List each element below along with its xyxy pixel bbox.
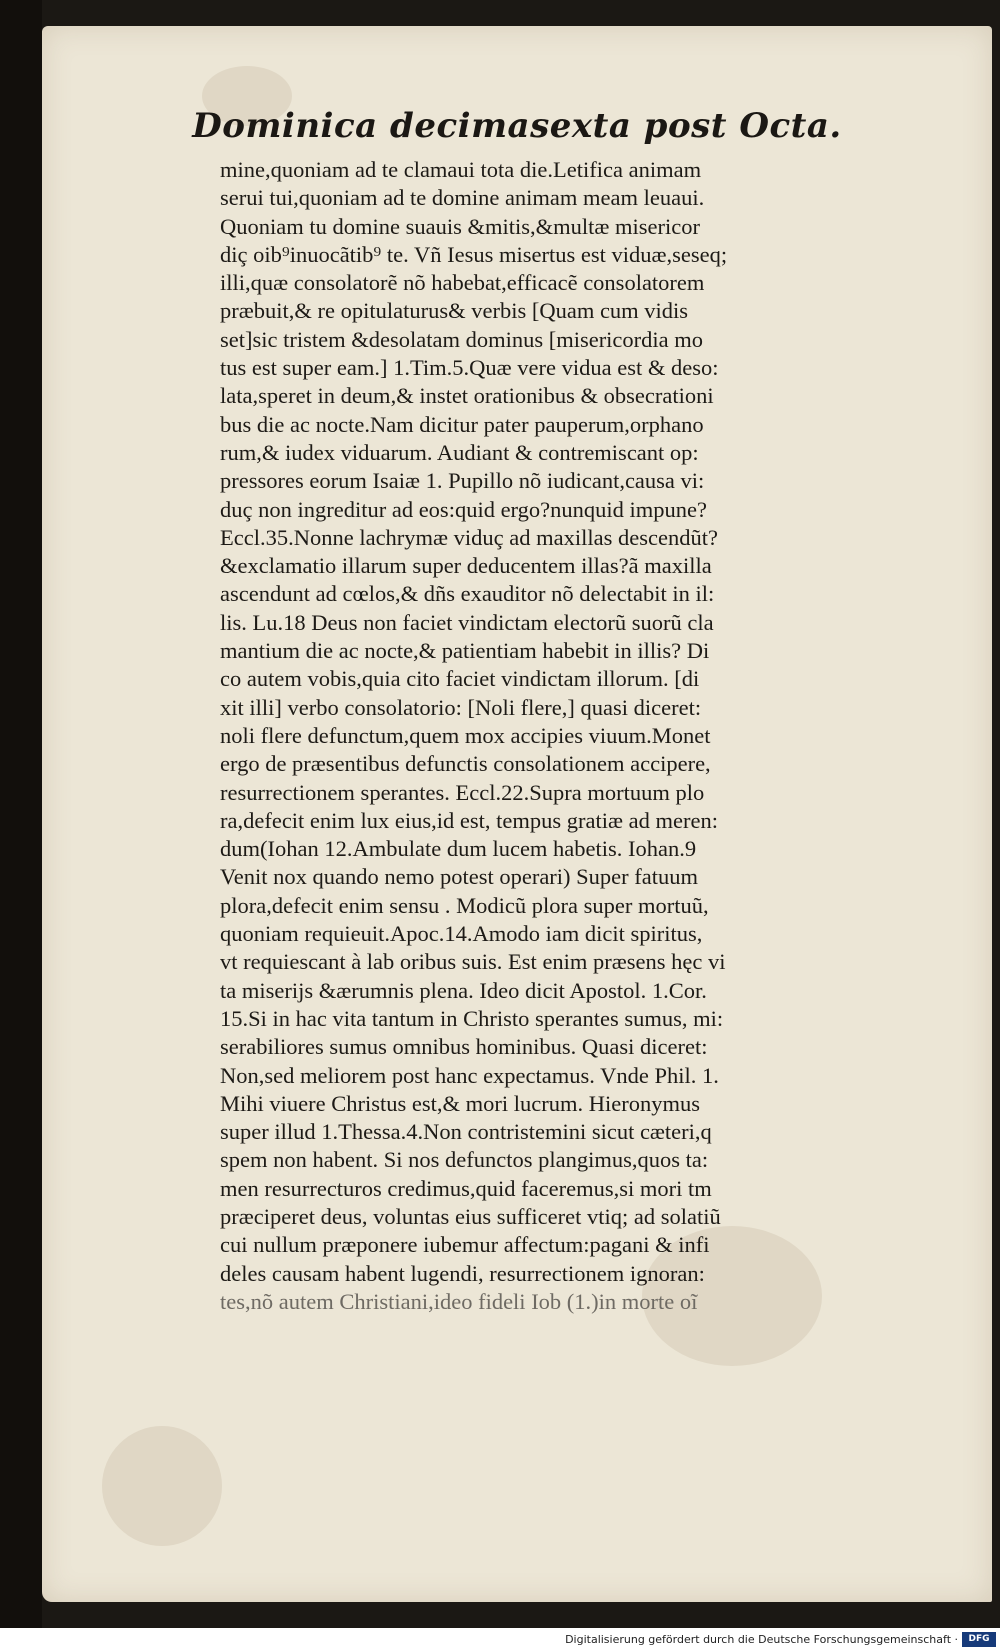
scan-background-edge: [0, 0, 42, 1651]
text-line: præbuit,& re opitulaturus& verbis [Quam cum vidis: [220, 298, 689, 324]
text-line: vt requiescant à lab oribus suis. Est enim præsens hęc vi: [220, 949, 726, 975]
funding-credit: Digitalisierung gefördert durch die Deutsche Forschungsgemeinschaft ·: [565, 1633, 958, 1646]
page-stain: [102, 1426, 222, 1546]
text-line: Mihi viuere Christus est,& mori lucrum. Hieronymus: [220, 1090, 700, 1116]
dfg-logo: DFG: [962, 1632, 996, 1647]
text-line: deles causam habent lugendi, resurrectionem ignoran:: [220, 1260, 705, 1286]
text-line: ergo de præsentibus defunctis consolationem accipere,: [220, 751, 711, 777]
text-line: lata,speret in deum,& instet orationibus & obsecrationi: [220, 383, 714, 409]
text-line: tus est super eam.] 1.Tim.5.Quæ vere vidua est & deso:: [220, 355, 719, 381]
digitization-footer: [0, 1628, 1000, 1651]
running-header: Dominica decimasexta post Octa.: [192, 106, 842, 146]
text-line: serabiliores sumus omnibus hominibus. Quasi diceret:: [220, 1034, 708, 1060]
text-line: Venit nox quando nemo potest operari) Super fatuum: [220, 864, 699, 890]
text-line: ra,defecit enim lux eius,id est, tempus gratiæ ad meren:: [220, 807, 718, 833]
text-line: pressores eorum Isaiæ 1. Pupillo nõ iudicant,causa vi:: [220, 468, 705, 494]
book-page: [42, 26, 992, 1602]
text-line: rum,& iudex viduarum. Audiant & contremiscant op:: [220, 439, 699, 465]
text-line: Eccl.35.Nonne lachrymæ viduç ad maxillas descendũt?: [220, 524, 718, 550]
text-line: co autem vobis,quia cito faciet vindictam illorum. [di: [220, 666, 700, 692]
text-line: set]sic tristem &desolatam dominus [misericordia mo: [220, 326, 704, 352]
text-line: duç non ingreditur ad eos:quid ergo?nunquid impune?: [220, 496, 707, 522]
text-line: mine,quoniam ad te clamaui tota die.Letifica animam: [220, 157, 702, 182]
text-line: noli flere defunctum,quem mox accipies viuum.Monet: [220, 722, 711, 748]
text-line: præciperet deus, voluntas eius sufficeret vtiq; ad solatiũ: [220, 1203, 721, 1229]
text-line: tes,nõ autem Christiani,ideo fideli Iob (1.)in morte oĩ: [220, 1288, 698, 1314]
text-line: super illud 1.Thessa.4.Non contristemini sicut cæteri,q: [220, 1119, 712, 1145]
text-line: men resurrecturos credimus,quid faceremus,si mori tm: [220, 1175, 712, 1201]
text-line: &exclamatio illarum super deducentem illas?ã maxilla: [220, 553, 712, 579]
text-line: Quoniam tu domine suauis &mitis,&multæ misericor: [220, 213, 700, 239]
text-line: Non,sed meliorem post hanc expectamus. Vnde Phil. 1.: [220, 1062, 719, 1088]
text-line: lis. Lu.18 Deus non faciet vindictam electorũ suorũ cla: [220, 609, 714, 635]
text-line: quoniam requieuit.Apoc.14.Amodo iam dicit spiritus,: [220, 921, 703, 947]
text-line: bus die ac nocte.Nam dicitur pater pauperum,orphano: [220, 411, 704, 437]
text-line: 15.Si in hac vita tantum in Christo sperantes sumus, mi:: [220, 1005, 724, 1031]
text-line: diç oib⁹inuocãtib⁹ te. Vñ Iesus misertus est viduæ,seseq;: [220, 241, 728, 267]
text-line: plora,defecit enim sensu . Modicũ plora super mortuũ,: [220, 892, 709, 918]
body-text: [220, 156, 940, 1316]
text-line: cui nullum præponere iubemur affectum:pagani & infi: [220, 1232, 710, 1258]
text-line: spem non habent. Si nos defunctos plangimus,quos ta:: [220, 1147, 709, 1173]
text-line: ascendunt ad cœlos,& dñs exauditor nõ delectabit in il:: [220, 581, 715, 607]
text-line: resurrectionem sperantes. Eccl.22.Supra mortuum plo: [220, 779, 705, 805]
text-line: mantium die ac nocte,& patientiam habebit in illis? Di: [220, 638, 710, 664]
text-line: serui tui,quoniam ad te domine animam meam leuaui.: [220, 185, 705, 211]
text-line: illi,quæ consolatorẽ nõ habebat,efficacẽ consolatorem: [220, 270, 705, 296]
text-line: ta miserijs &ærumnis plena. Ideo dicit Apostol. 1.Cor.: [220, 977, 707, 1003]
text-line: dum(Iohan 12.Ambulate dum lucem habetis. Iohan.9: [220, 836, 697, 862]
text-line: xit illi] verbo consolatorio: [Noli flere,] quasi diceret:: [220, 694, 702, 720]
